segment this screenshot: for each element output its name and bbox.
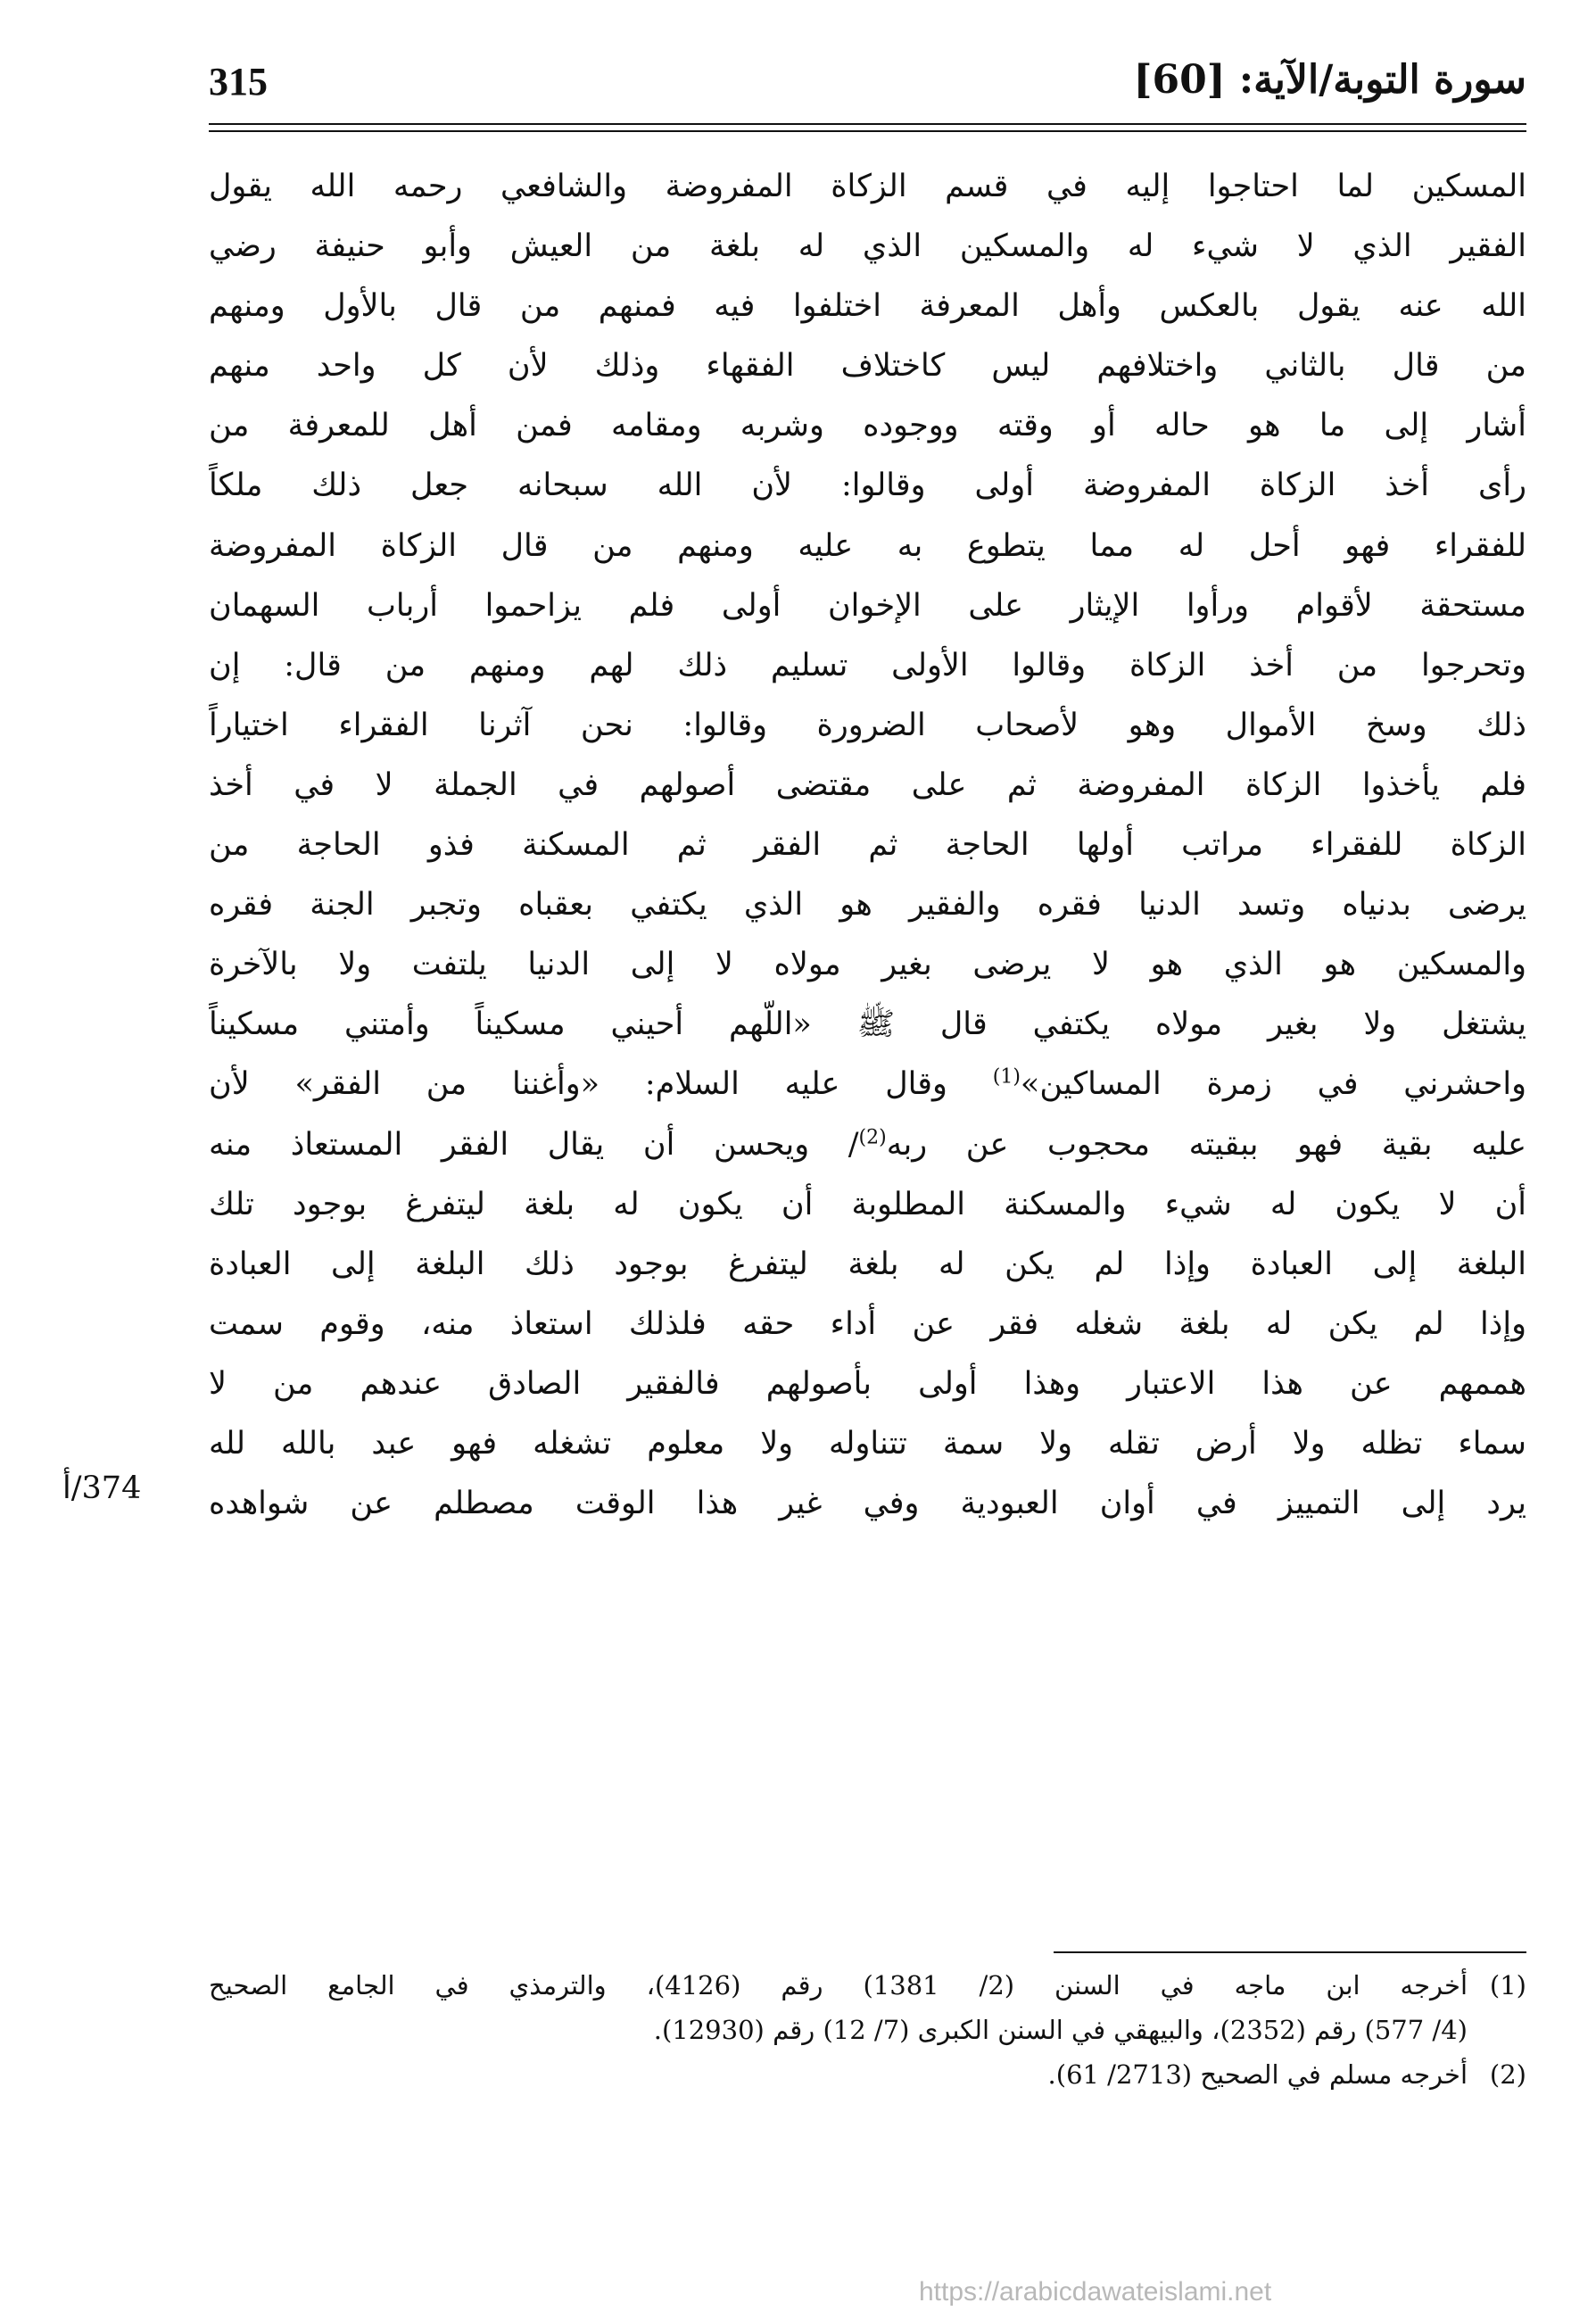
- text-line: يرد إلى التمييز في أوان العبودية وفي غير هذا الوقت مصطلم عن شواهده: [209, 1486, 1526, 1522]
- text-line: أشار إلى ما هو حاله أو وقته ووجوده وشربه ومقامه فمن أهل للمعرفة من: [209, 408, 1526, 444]
- text-segment: عليه بقية فهو ببقيته محجوب عن ربه: [886, 1126, 1526, 1163]
- text-segment: وقال عليه السلام: «وأغننا من الفقر» لأن: [209, 1066, 993, 1103]
- text-line: سماء تظله ولا أرض تقله ولا سمة تتناوله ولا معلوم تشغله فهو عبد بالله لله: [209, 1425, 1526, 1462]
- footnote-number: (2): [1489, 2059, 1526, 2090]
- text-line: فلم يأخذوا الزكاة المفروضة ثم على مقتضى أصولهم في الجملة لا في أخذ: [209, 766, 1526, 803]
- header-rule-bottom: [209, 130, 1526, 132]
- text-line: وتحرجوا من أخذ الزكاة وقالوا الأولى تسليم ذلك لهم ومنهم من قال: إن: [209, 647, 1526, 683]
- text-line: الفقير الذي لا شيء له والمسكين الذي له بلغة من العيش وأبو حنيفة رضي: [209, 228, 1526, 265]
- text-line: أن لا يكون له شيء والمسكنة المطلوبة أن يكون له بلغة ليتفرغ بوجود تلك: [209, 1186, 1526, 1222]
- footnote-2: [209, 2052, 1526, 2097]
- footnote-ref-1[interactable]: (1): [992, 1065, 1021, 1089]
- watermark-url: https://arabicdawateislami.net: [919, 2277, 1272, 2307]
- text-line: المسكين لما احتاجوا إليه في قسم الزكاة المفروضة والشافعي رحمه الله يقول: [209, 169, 1526, 204]
- header-rule-top: [209, 123, 1526, 125]
- text-line: من قال بالثاني واختلافهم ليس كاختلاف الفقهاء وذلك لأن كل واحد منهم: [209, 348, 1526, 385]
- footnotes: [209, 1963, 1526, 2097]
- text-line: يرضى بدنياه وتسد الدنيا فقره والفقير هو الذي يكتفي بعقباه وتجبر الجنة فقره: [209, 887, 1526, 924]
- footnote-number: (1): [1489, 1970, 1526, 2000]
- text-line: مستحقة لأقوام ورأوا الإيثار على الإخوان أولى فلم يزاحموا أرباب السهمان: [209, 587, 1526, 624]
- text-line: رأى أخذ الزكاة المفروضة أولى وقالوا: لأن الله سبحانه جعل ذلك ملكاً: [209, 468, 1526, 504]
- footnote-text: أخرجه مسلم في الصحيح (2713/ 61).: [1047, 2059, 1468, 2090]
- text-line-with-footnote-2: [209, 1115, 1526, 1175]
- footnote-ref-2[interactable]: (2): [858, 1125, 887, 1148]
- running-title: سورة التوبة/الآية: [60]: [1133, 57, 1526, 103]
- page-number: 315: [209, 60, 268, 104]
- footnote-separator: [1054, 1951, 1526, 1953]
- text-segment: واحشرني في زمرة المساكين»: [1020, 1066, 1526, 1103]
- text-line: هممهم عن هذا الاعتبار وهذا أولى بأصولهم فالفقير الصادق عندهم من لا: [209, 1365, 1526, 1402]
- text-line-with-footnote-1: [209, 1055, 1526, 1114]
- text-line: الله عنه يقول بالعكس وأهل المعرفة اختلفوا فيه فمنهم من قال بالأول ومنهم: [209, 288, 1526, 325]
- text-line: البلغة إلى العبادة وإذا لم يكن له بلغة ليتفرغ بوجود ذلك البلغة إلى العبادة: [209, 1246, 1526, 1282]
- footnote-1-continuation: (4/ 577) رقم (2352)، والبيهقي في السنن الكبرى (7/ 12) رقم (12930).: [653, 2015, 1468, 2045]
- text-line: للفقراء فهو أحل له مما يتطوع به عليه ومنهم من قال الزكاة المفروضة: [209, 527, 1526, 564]
- text-line: الزكاة للفقراء مراتب أولها الحاجة ثم الفقر ثم المسكنة فذو الحاجة من: [209, 827, 1526, 864]
- footnote-text: أخرجه ابن ماجه في السنن (2/ 1381) رقم (4126)، والترمذي في الجامع الصحيح: [209, 1970, 1468, 2000]
- footnote-1: [209, 1963, 1526, 2008]
- text-line: والمسكين هو الذي هو لا يرضى بغير مولاه لا إلى الدنيا يلتفت ولا بالآخرة: [209, 947, 1526, 983]
- text-segment: / ويحسن أن يقال الفقر المستعاذ منه: [209, 1126, 859, 1163]
- body-text: [209, 157, 1526, 1534]
- text-line: ذلك وسخ الأموال وهو لأصحاب الضرورة وقالوا: نحن آثرنا الفقراء اختياراً: [209, 707, 1526, 743]
- text-line: يشتغل ولا بغير مولاه يكتفي قال ﷺ «اللّهم أحيني مسكيناً وأمتني مسكيناً: [209, 1006, 1526, 1043]
- manuscript-folio-marker: 374/أ: [62, 1470, 142, 1506]
- text-line: وإذا لم يكن له بلغة شغله فقر عن أداء حقه فلذلك استعاذ منه، وقوم سمت: [209, 1305, 1526, 1342]
